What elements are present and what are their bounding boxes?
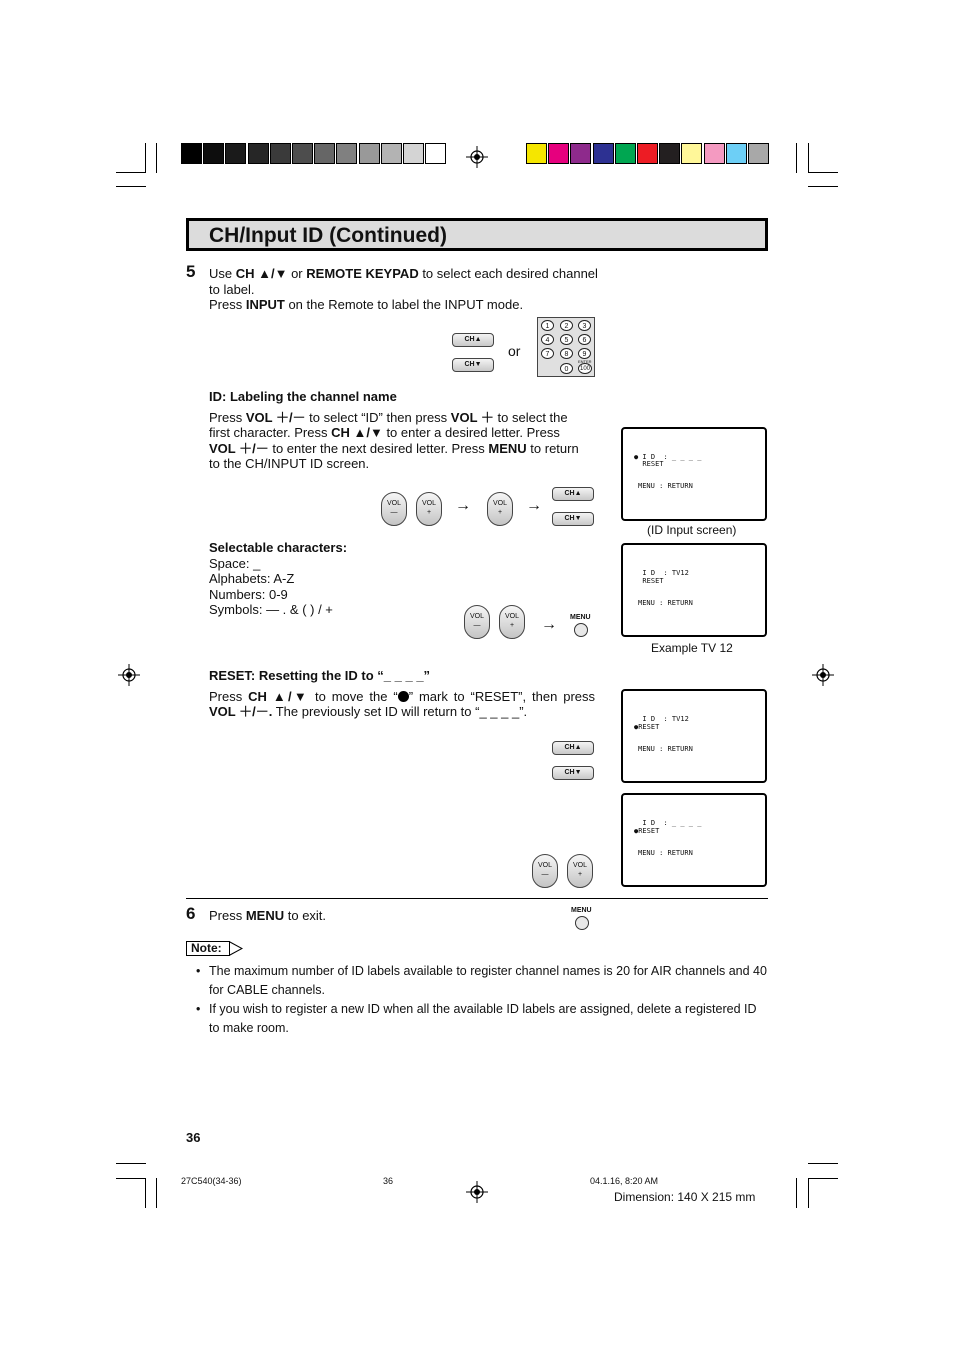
keypad-key: 5 (560, 334, 573, 345)
keypad-key: 1 (541, 320, 554, 331)
step6-instructions: Press MENU to exit. (209, 908, 327, 923)
keypad-key: 3 (578, 320, 591, 331)
gray-swatch (292, 143, 313, 164)
crop-mark (808, 143, 809, 173)
page-title: CH/Input ID (Continued) (209, 224, 447, 247)
gray-swatch (359, 143, 380, 164)
tv-screen-id-input: ● I D : _ _ _ _ RESET MENU : RETURN (621, 427, 767, 521)
keypad-key: 7 (541, 348, 554, 359)
reset-section: RESET: Resetting the ID to “_ _ _ _” Press CH ▲/▼ to move the “ ” mark to “RESET”, then press VOL ＋/－. The previously set ID will return to “_ _ _ _”. (209, 668, 596, 719)
tv-screen-reset-done: I D : _ _ _ _ ●RESET MENU : RETURN (621, 793, 767, 887)
keypad-key: 100 (578, 363, 592, 374)
crop-mark (808, 1178, 838, 1179)
cursor-dot-icon (398, 691, 409, 702)
file-name: 27C540(34-36) (181, 1176, 242, 1186)
tv-screen-example: I D : TV12 RESET MENU : RETURN (621, 543, 767, 637)
gray-swatch (181, 143, 202, 164)
dimension-label: Dimension: 140 X 215 mm (614, 1190, 756, 1204)
color-swatch (526, 143, 547, 164)
remote-keypad (537, 317, 595, 377)
color-swatch (548, 143, 569, 164)
color-swatch (659, 143, 680, 164)
arrow-icon: → (541, 616, 557, 633)
timestamp: 04.1.16, 8:20 AM (590, 1176, 659, 1186)
step5-instructions: Use CH ▲/▼ or REMOTE KEYPAD to select each desired channel to label. Press INPUT on the Remote to label the INPUT mode. (209, 266, 598, 312)
gray-swatch (425, 143, 446, 164)
menu-label: MENU (571, 907, 592, 914)
registration-mark-icon (466, 146, 488, 168)
crop-mark (145, 1178, 146, 1208)
registration-mark-icon (812, 664, 834, 686)
gray-swatch (248, 143, 269, 164)
step-number: 6 (186, 904, 196, 923)
color-swatch (637, 143, 658, 164)
gray-swatch (403, 143, 424, 164)
keypad-key: 6 (578, 334, 591, 345)
color-swatch (615, 143, 636, 164)
id-heading: ID: Labeling the channel name (209, 389, 397, 404)
ch-down-button: CH▼ (452, 358, 494, 372)
color-swatch (704, 143, 725, 164)
arrow-icon: → (526, 497, 542, 514)
step-number: 5 (186, 262, 196, 281)
color-swatch (748, 143, 769, 164)
menu-label: MENU (570, 614, 591, 621)
crop-mark (116, 186, 146, 187)
gray-swatch (203, 143, 224, 164)
keypad-key: 0 (560, 363, 573, 374)
list-item: • The maximum number of ID labels available to register channel names is 20 for AIR channels and 40 for CABLE channels. (196, 964, 767, 997)
id-section: ID: Labeling the channel name Press VOL ＋/－ to select “ID” then press VOL ＋ to select the first character. Press CH ▲/▼ to enter a desired letter. Press VOL ＋/－ to enter the next desired letter. Press MENU to return to the CH/INPUT ID screen. (209, 389, 609, 472)
crop-mark (808, 172, 838, 173)
color-swatch (593, 143, 614, 164)
ch-up-button: CH▲ (552, 741, 594, 755)
menu-button (575, 916, 589, 930)
reset-heading: RESET: Resetting the ID to “_ _ _ _” (209, 668, 431, 683)
keypad-key: 9 (578, 348, 591, 359)
color-swatch (570, 143, 591, 164)
crop-mark (116, 172, 146, 173)
arrow-icon: → (455, 497, 471, 514)
gray-swatch (270, 143, 291, 164)
keypad-enter-label: ENTER (578, 359, 592, 364)
ch-down-button: CH▼ (552, 766, 594, 780)
vol-plus-button: VOL + (567, 854, 593, 888)
vol-plus-button: VOL + (416, 492, 442, 526)
list-item: • If you wish to register a new ID when all the available ID labels are assigned, delete a registered ID to make room. (196, 1002, 757, 1035)
keypad-key: 8 (560, 348, 573, 359)
vol-minus-button: VOL — (464, 605, 490, 639)
vol-minus-button: VOL — (532, 854, 558, 888)
screen-caption: (ID Input screen) (647, 523, 737, 537)
section-divider (186, 898, 768, 899)
crop-mark (808, 186, 838, 187)
color-swatch (681, 143, 702, 164)
or-label: or (508, 343, 521, 359)
gray-swatch (314, 143, 335, 164)
vol-plus-button: VOL + (487, 492, 513, 526)
note-label: Note: (186, 941, 230, 956)
gray-swatch (381, 143, 402, 164)
keypad-key: 2 (560, 320, 573, 331)
page-number: 36 (186, 1130, 201, 1145)
registration-mark-icon (118, 664, 140, 686)
screen-caption: Example TV 12 (651, 641, 733, 655)
selectable-characters: Selectable characters: Space: _ Alphabets: A-Z Numbers: 0-9 Symbols: — . & ( ) / + (209, 540, 348, 617)
center-page-number: 36 (383, 1176, 394, 1186)
ch-up-button: CH▲ (452, 333, 494, 347)
gray-swatch (336, 143, 357, 164)
keypad-key: 4 (541, 334, 554, 345)
note-arrow-icon (229, 941, 243, 956)
crop-mark (808, 1178, 809, 1208)
crop-mark (145, 143, 146, 173)
note-list (196, 962, 776, 1038)
ch-up-button: CH▲ (552, 487, 594, 501)
gray-swatch (225, 143, 246, 164)
crop-mark (808, 1163, 838, 1164)
crop-mark (156, 1178, 157, 1208)
crop-mark (156, 143, 157, 173)
registration-mark-icon (466, 1181, 488, 1203)
page-title-box (186, 218, 768, 251)
vol-minus-button: VOL — (381, 492, 407, 526)
vol-plus-button: VOL + (499, 605, 525, 639)
crop-mark (116, 1163, 146, 1164)
crop-mark (796, 143, 797, 173)
ch-down-button: CH▼ (552, 512, 594, 526)
crop-mark (796, 1178, 797, 1208)
color-swatch (726, 143, 747, 164)
tv-screen-reset-selected: I D : TV12 ●RESET MENU : RETURN (621, 689, 767, 783)
menu-button (574, 623, 588, 637)
crop-mark (116, 1178, 146, 1179)
